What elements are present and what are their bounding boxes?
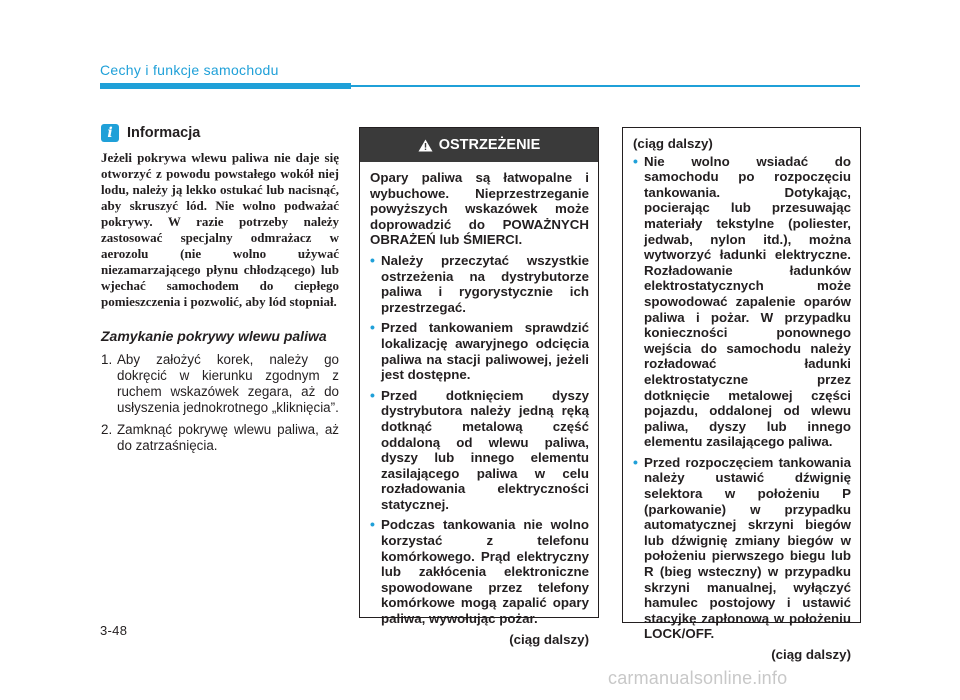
warning-box — [359, 127, 599, 647]
bullet-text: Nie wolno wsiadać do samochodu po rozpoczęciu tankowania. Dotykając, pocierając lub przesuwając materiały tekstylne (poliester, jedwab, nylon itd.), można wytworzyć ładunki elektryczne. Rozładowanie ładunków elektrostatycznych może spowodować zapalenie oparów paliwa i pożar. W przypadku konieczności ponownego wejścia do samochodu należy rozładować ładunki elektrostatyczne przez dotknięcie metalowej części pojazdu, oddalonej od wlewu paliwa, dyszy lub innego elementu zasilającego paliwa. — [644, 153, 851, 450]
bullet-text: Przed tankowaniem sprawdzić lokalizację awaryjnego odcięcia paliwa na stacji paliwowej, jeżeli jest dostępne. — [381, 320, 589, 383]
bullet-dot: • — [633, 453, 638, 470]
info-title: Informacja — [127, 125, 201, 141]
section-title: Cechy i funkcje samochodu — [100, 62, 279, 78]
bullet-dot: • — [370, 251, 375, 268]
warning-triangle-icon — [418, 139, 433, 152]
warning-title: OSTRZEŻENIE — [438, 137, 541, 153]
page-number: 3-48 — [100, 623, 128, 638]
step-number: 2. — [101, 422, 113, 437]
bullet-item — [370, 253, 589, 315]
bullet-item — [633, 455, 851, 642]
continuation-heading: (ciąg dalszy) — [633, 136, 713, 151]
bullet-dot: • — [370, 386, 375, 403]
info-header — [101, 124, 339, 142]
step-text: Zamknąć pokrywę wlewu paliwa, aż do zatrzaśnięcia. — [117, 422, 339, 453]
bullet-item — [370, 320, 589, 382]
step-item — [101, 422, 339, 454]
continuation-bullets — [633, 154, 851, 642]
bullet-item — [370, 388, 589, 513]
bullet-text: Należy przeczytać wszystkie ostrzeżenia na dystrybutorze paliwa i rygorystycznie ich przestrzegać. — [381, 252, 589, 315]
step-text: Aby założyć korek, należy go dokręcić w kierunku zgodnym z ruchem wskazówek zegara, aż do usłyszenia jednokrotnego „kliknięcia”. — [117, 352, 339, 415]
bullet-item — [370, 517, 589, 626]
step-item — [101, 352, 339, 416]
closing-steps — [101, 352, 339, 454]
bullet-item — [633, 154, 851, 450]
closing-heading: Zamykanie pokrywy wlewu paliwa — [101, 328, 327, 344]
warning-header — [360, 128, 598, 162]
bullet-text: Przed dotknięciem dyszy dystrybutora należy jedną ręką dotknąć metalową część oddaloną od wlewu paliwa, dyszy lub innego elementu zasilającego paliwa w celu rozładowania elektryczności statycznej. — [381, 387, 589, 512]
warning-continued: (ciąg dalszy) — [509, 631, 589, 647]
header-rule-thick — [100, 83, 351, 89]
warning-content — [360, 162, 598, 647]
warning-intro: Opary paliwa są łatwopalne i wybuchowe. Nieprzestrzeganie powyższych wskazówek może doprowadzić do POWAŻNYCH OBRAŻEŃ lub ŚMIERCI. — [370, 170, 589, 248]
bullet-dot: • — [370, 516, 375, 533]
continuation-box — [622, 127, 861, 662]
info-icon: i — [101, 124, 119, 142]
step-number: 1. — [101, 352, 113, 367]
bullet-text: Przed rozpoczęciem tankowania należy ustawić dźwignię selektora w położeniu P (parkowanie) w przypadku automatycznej skrzyni biegów lub dźwignię zmiany biegów w położeniu pierwszego biegu lub R (bieg wsteczny) w przypadku skrzyni manualnej, wyłączyć hamulec postojowy i ustawić stacyjkę zapłonową w położeniu LOCK/OFF. — [644, 454, 851, 642]
left-column — [101, 124, 339, 460]
bullet-text: Podczas tankowania nie wolno korzystać z telefonu komórkowego. Prąd elektryczny lub zakłócenia elektroniczne spowodowane przez telefony komórkowe mogą zapalić opary paliwa, wywołując pożar. — [381, 517, 589, 627]
continuation-continued: (ciąg dalszy) — [771, 647, 851, 662]
warning-bullets — [370, 253, 589, 627]
header-rule-thin — [351, 85, 860, 87]
watermark: carmanualsonline.info — [608, 668, 788, 688]
bullet-dot: • — [633, 152, 638, 169]
info-body: Jeżeli pokrywa wlewu paliwa nie daje się otworzyć z powodu powstałego wokół niej lodu, należy ją lekko ostukać lub nacisnąć, aby skruszyć lód. Nie wolno podważać pokrywy. W razie potrzeby należy zastosować specjalny odmrażacz w aerozolu (nie wolno używać niezamarzającego płynu chłodzącego) lub wjechać samochodem do ciepłego pomieszczenia i pozwolić, aby lód stopniał. — [101, 150, 339, 309]
bullet-dot: • — [370, 319, 375, 336]
